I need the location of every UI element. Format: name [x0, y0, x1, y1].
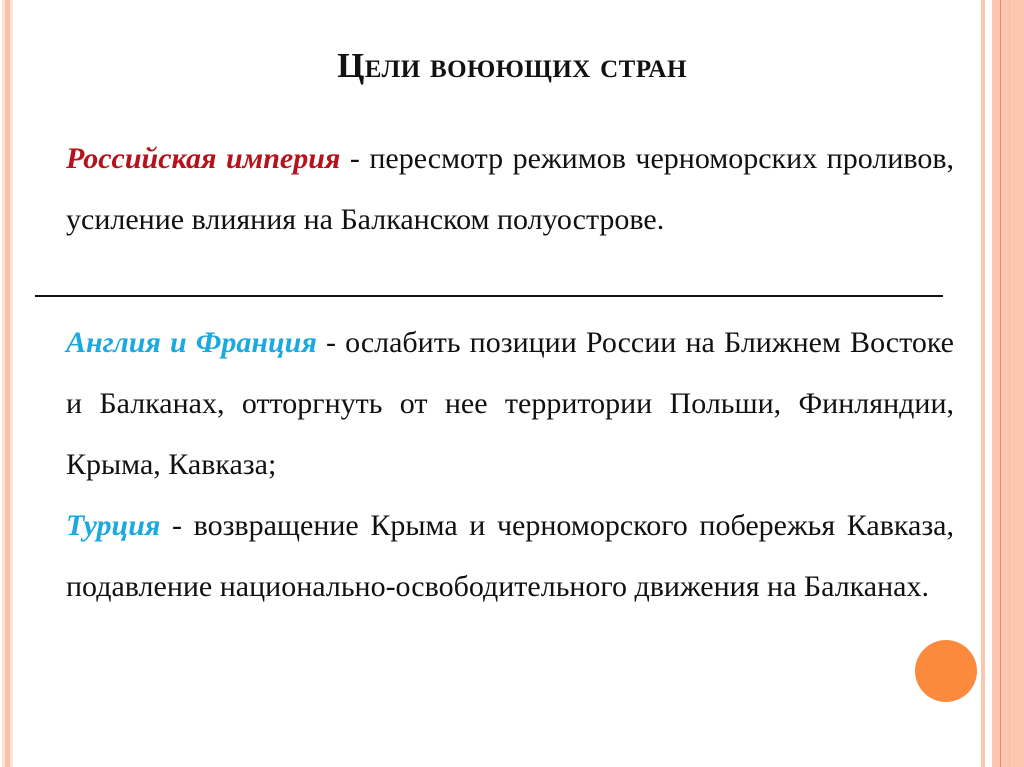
- paragraph-text: - ослабить позиции России на Ближнем Востоке и Балканах, отторгнуть от нее территории Польши, Финляндии, Крыма, Кавказа;: [66, 326, 954, 481]
- paragraph-turkey: [66, 495, 954, 617]
- term-russian-empire: Российская империя: [66, 142, 341, 175]
- term-turkey: Турция: [66, 509, 161, 542]
- right-decorative-band: [992, 0, 1024, 767]
- horizontal-divider: [35, 295, 943, 297]
- right-decorative-line: [1000, 0, 1001, 767]
- left-decorative-stripe: [10, 0, 13, 767]
- orange-circle-icon: [915, 640, 977, 702]
- paragraph-text: - пересмотр режимов черноморских проливов, усиление влияния на Балканском полуострове.: [66, 142, 954, 236]
- paragraph-text: - возвращение Крыма и черноморского побережья Кавказа, подавление национально-освободительного движения на Балканах.: [66, 509, 954, 603]
- right-decorative-line: [1009, 0, 1010, 767]
- paragraph-russia: [66, 128, 954, 250]
- right-decorative-stripe: [981, 0, 985, 767]
- slide-title: Цели воюющих стран: [337, 46, 687, 85]
- term-england-france: Англия и Франция: [66, 326, 317, 359]
- paragraph-england-france: [66, 312, 954, 495]
